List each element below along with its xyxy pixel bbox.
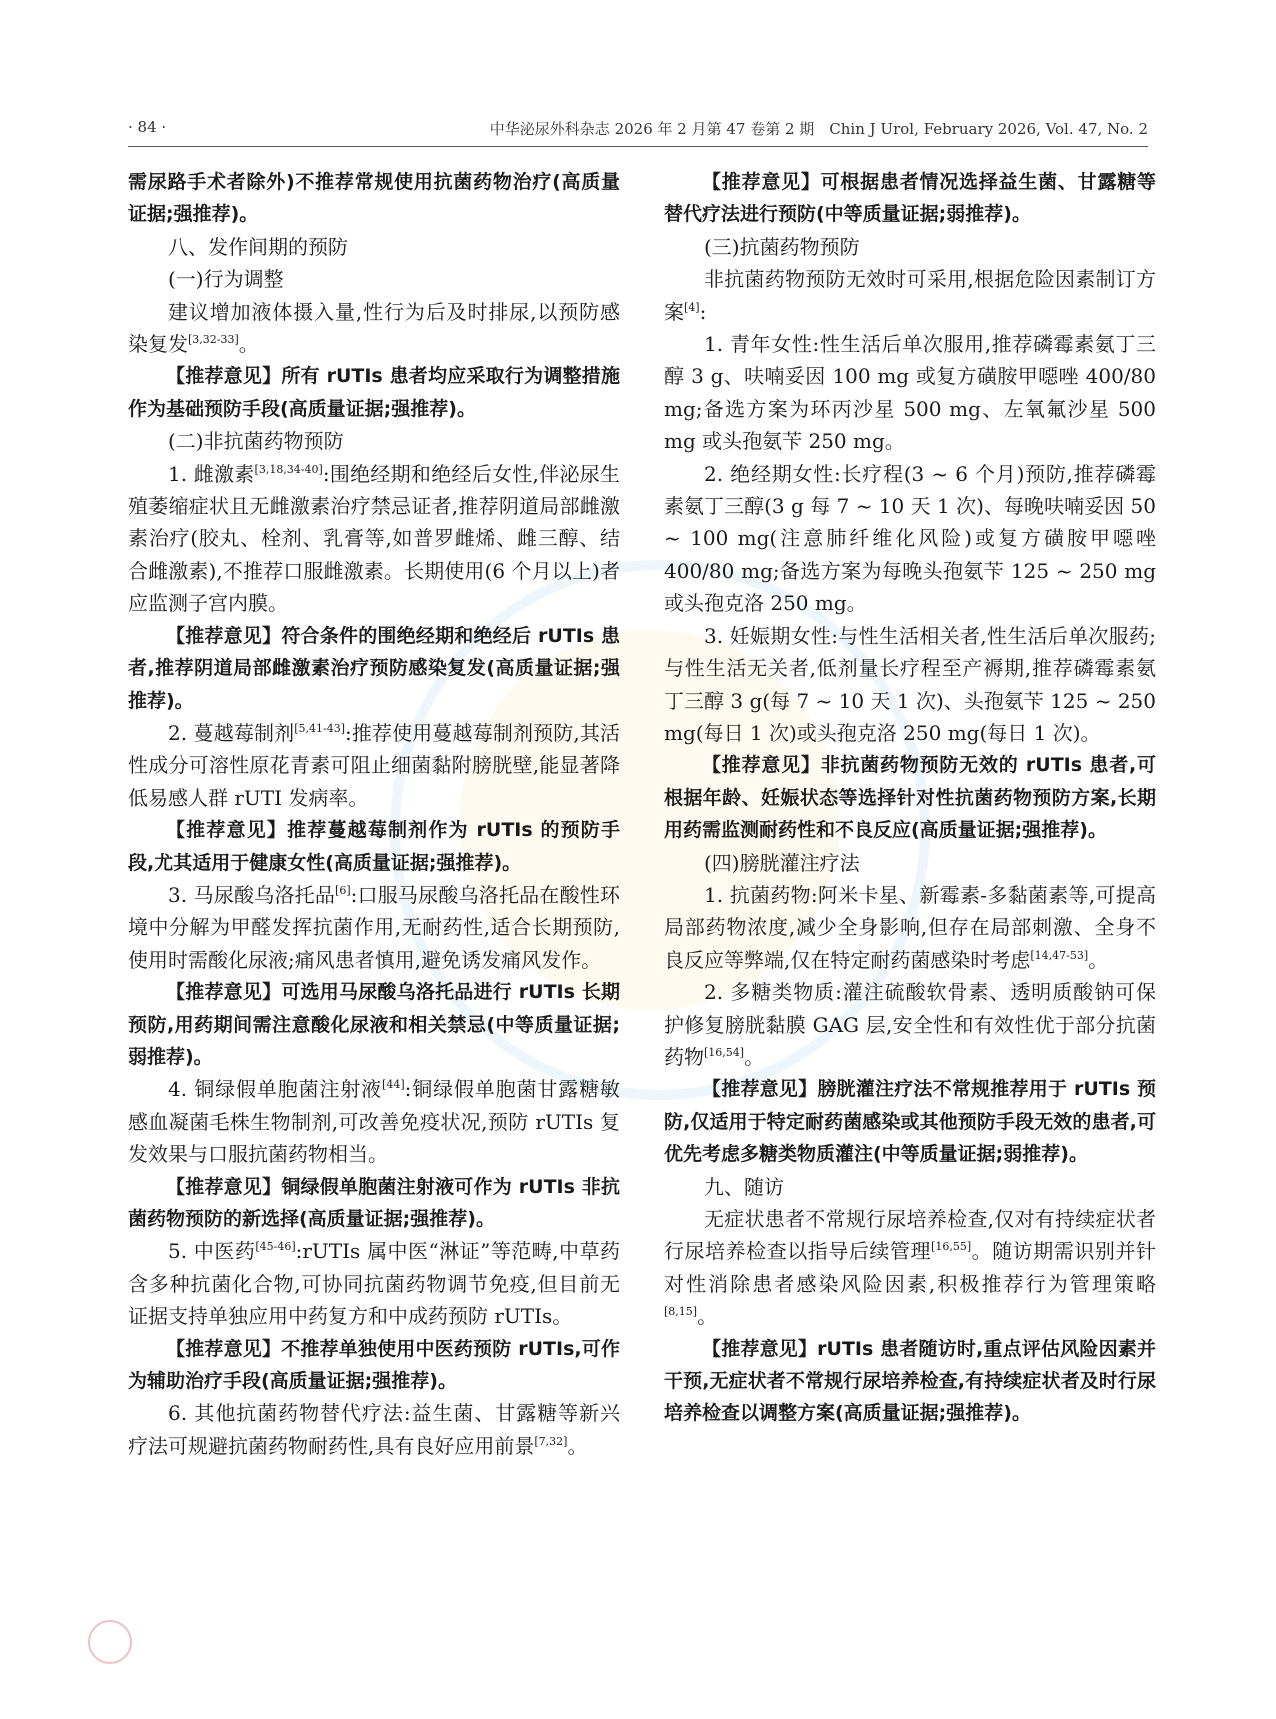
body-paragraph <box>128 717 620 814</box>
body-paragraph <box>128 879 620 976</box>
paragraph-text: (四)膀胱灌注疗法 <box>704 850 860 875</box>
recommendation-paragraph <box>128 814 620 879</box>
recommendation-paragraph <box>128 976 620 1073</box>
citation-ref: [16,54] <box>704 1045 745 1059</box>
citation-ref: [16,55] <box>931 1240 972 1254</box>
paragraph-text: 。 <box>697 1304 718 1329</box>
recommendation-paragraph <box>128 360 620 425</box>
citation-ref: [44] <box>382 1078 405 1092</box>
paragraph-text: 无症状患者不常规行尿培养检查,仅对有持续症状者行尿培养检查以指导后续管理 <box>664 1207 1156 1264</box>
paragraph-text: :口服马尿酸乌洛托品在酸性环境中分解为甲醛发挥抗菌作用,无耐药性,适合长期预防,使用时需酸化尿液;痛风患者慎用,避免诱发痛风发作。 <box>128 882 620 972</box>
paragraph-text: 【推荐意见】rUTIs 患者随访时,重点评估风险因素并干预,无症状者不常规行尿培养检查,有持续症状者及时行尿培养检查以调整方案(高质量证据;强推荐)。 <box>664 1337 1156 1425</box>
paragraph-text: 【推荐意见】可选用马尿酸乌洛托品进行 rUTIs 长期预防,用药期间需注意酸化尿液和相关禁忌(中等质量证据;弱推荐)。 <box>128 981 620 1068</box>
recommendation-paragraph <box>128 1333 620 1398</box>
paragraph-text: 2. 绝经期女性:长疗程(3 ~ 6 个月)预防,推荐磷霉素氨丁三醇(3 g 每 7 ~ 10 天 1 次)、每晚呋喃妥因 50 ~ 100 mg(注意肺纤维化风险)或复方磺胺甲噁唑 400/80 mg;备选方案为每晚头孢氨苄 125 ~ 250 mg 或头孢克洛 250 mg。 <box>664 461 1156 616</box>
paragraph-text: :推荐使用蔓越莓制剂预防,其活性成分可溶性原花青素可阻止细菌黏附膀胱壁,能显著降低易感人群 rUTI 发病率。 <box>128 720 620 810</box>
recommendation-paragraph <box>128 620 620 717</box>
body-paragraph <box>128 1397 620 1462</box>
body-paragraph <box>128 296 620 361</box>
body-paragraph <box>128 425 620 457</box>
recommendation-paragraph <box>128 1171 620 1236</box>
body-paragraph <box>128 263 620 295</box>
body-paragraph <box>664 620 1156 750</box>
body-paragraph <box>664 1171 1156 1203</box>
paragraph-text: 3. 马尿酸乌洛托品 <box>168 882 336 907</box>
paragraph-text: 九、随访 <box>704 1174 784 1199</box>
paragraph-text: 4. 铜绿假单胞菌注射液 <box>168 1077 383 1102</box>
paragraph-text: 1. 青年女性:性生活后单次服用,推荐磷霉素氨丁三醇 3 g、呋喃妥因 100 mg 或复方磺胺甲噁唑 400/80 mg;备选方案为环丙沙星 500 mg、左氧氟沙星 500 mg 或头孢氨苄 250 mg。 <box>664 332 1156 454</box>
paragraph-text: :围绝经期和绝经后女性,伴泌尿生殖萎缩症状且无雌激素治疗禁忌证者,推荐阴道局部雌激素治疗(胶丸、栓剂、乳膏等,如普罗雌烯、雌三醇、结合雌激素),不推荐口服雌激素。长期使用(6 个月以上)者应监测子宫内膜。 <box>128 461 620 616</box>
body-paragraph <box>128 1073 620 1170</box>
body-paragraph <box>664 879 1156 976</box>
paragraph-text: 。 <box>567 1433 588 1458</box>
body-paragraph <box>128 231 620 263</box>
recommendation-paragraph <box>664 1073 1156 1170</box>
body-paragraph <box>664 231 1156 263</box>
paragraph-text: (三)抗菌药物预防 <box>704 234 860 259</box>
recommendation-paragraph <box>664 166 1156 231</box>
paragraph-text: 2. 多糖类物质:灌注硫酸软骨素、透明质酸钠可保护修复膀胱黏膜 GAG 层,安全性和有效性优于部分抗菌药物 <box>664 980 1156 1069</box>
header-rule <box>128 146 1148 147</box>
citation-ref: [8,15] <box>664 1305 698 1319</box>
paragraph-text: 【推荐意见】符合条件的围绝经期和绝经后 rUTIs 患者,推荐阴道局部雌激素治疗预防感染复发(高质量证据;强推荐)。 <box>128 624 620 712</box>
paragraph-text: 。随访期需识别并针对性消除患者感染风险因素,积极推荐行为管理策略 <box>664 1239 1157 1296</box>
paragraph-text: :rUTIs 属中医“淋证”等范畴,中草药含多种抗菌化合物,可协同抗菌药物调节免疫,但目前无证据支持单独应用中药复方和中成药预防 rUTIs。 <box>128 1239 620 1329</box>
left-column <box>128 166 620 1462</box>
paragraph-text: 【推荐意见】不推荐单独使用中医药预防 rUTIs,可作为辅助治疗手段(高质量证据;强推荐)。 <box>128 1337 620 1393</box>
paragraph-text: 【推荐意见】所有 rUTIs 患者均应采取行为调整措施作为基础预防手段(高质量证据;强推荐)。 <box>128 365 620 420</box>
recommendation-paragraph <box>664 749 1156 846</box>
paragraph-text: 1. 雌激素 <box>168 461 255 486</box>
right-column <box>664 166 1156 1430</box>
paragraph-text: 6. 其他抗菌药物替代疗法:益生菌、甘露糖等新兴疗法可规避抗菌药物耐药性,具有良好应用前景 <box>128 1401 620 1458</box>
publisher-logo <box>88 1620 132 1664</box>
paragraph-text: (一)行为调整 <box>168 267 284 292</box>
recommendation-paragraph <box>128 166 620 231</box>
citation-ref: [45-46] <box>255 1240 296 1254</box>
citation-ref: [14,47-53] <box>1030 948 1089 962</box>
paragraph-text: 需尿路手术者除外)不推荐常规使用抗菌药物治疗(高质量证据;强推荐)。 <box>128 171 620 226</box>
citation-ref: [4] <box>684 300 700 314</box>
citation-ref: [7,32] <box>534 1434 568 1448</box>
body-paragraph <box>128 1235 620 1332</box>
body-paragraph <box>664 847 1156 879</box>
paragraph-text: 【推荐意见】非抗菌药物预防无效的 rUTIs 患者,可根据年龄、妊娠状态等选择针对性抗菌药物预防方案,长期用药需监测耐药性和不良反应(高质量证据;强推荐)。 <box>664 754 1156 842</box>
paragraph-text: 。 <box>744 1044 765 1069</box>
body-paragraph <box>664 976 1156 1073</box>
citation-ref: [6] <box>335 883 351 897</box>
body-paragraph <box>664 458 1156 620</box>
paragraph-text: : <box>699 299 707 324</box>
paragraph-text: 八、发作间期的预防 <box>168 234 348 259</box>
paragraph-text: :铜绿假单胞菌甘露糖敏感血凝菌毛株生物制剂,可改善免疫状况,预防 rUTIs 复发效果与口服抗菌药物相当。 <box>128 1077 620 1167</box>
paragraph-text: 【推荐意见】可根据患者情况选择益生菌、甘露糖等替代疗法进行预防(中等质量证据;弱推荐)。 <box>664 171 1156 226</box>
running-header <box>128 118 1148 144</box>
paragraph-text: 。 <box>238 332 259 357</box>
body-paragraph <box>664 1203 1156 1333</box>
paragraph-text: (二)非抗菌药物预防 <box>168 429 344 454</box>
paragraph-text: 非抗菌药物预防无效时可采用,根据危险因素制订方案 <box>664 267 1156 324</box>
paragraph-text: 。 <box>1088 947 1109 972</box>
citation-ref: [3,18,34-40] <box>254 462 323 476</box>
paragraph-text: 1. 抗菌药物:阿米卡星、新霉素-多黏菌素等,可提高局部药物浓度,减少全身影响,但存在局部刺激、全身不良反应等弊端,仅在特定耐药菌感染时考虑 <box>664 882 1156 972</box>
paragraph-text: 2. 蔓越莓制剂 <box>168 720 295 745</box>
paragraph-text: 5. 中医药 <box>168 1239 256 1264</box>
paragraph-text: 【推荐意见】膀胱灌注疗法不常规推荐用于 rUTIs 预防,仅适用于特定耐药菌感染或其他预防手段无效的患者,可优先考虑多糖类物质灌注(中等质量证据;弱推荐)。 <box>664 1078 1156 1166</box>
body-paragraph <box>128 458 620 620</box>
body-paragraph <box>664 263 1156 328</box>
citation-ref: [5,41-43] <box>294 721 346 735</box>
paragraph-text: 【推荐意见】推荐蔓越莓制剂作为 rUTIs 的预防手段,尤其适用于健康女性(高质量证据;强推荐)。 <box>128 819 620 874</box>
body-paragraph <box>664 328 1156 458</box>
page-number: · 84 · <box>128 118 167 136</box>
paragraph-text: 【推荐意见】铜绿假单胞菌注射液可作为 rUTIs 非抗菌药物预防的新选择(高质量证据;强推荐)。 <box>128 1175 620 1230</box>
journal-citation: 中华泌尿外科杂志 2026 年 2 月第 47 卷第 2 期 Chin J Urol, February 2026, Vol. 47, No. 2 <box>489 120 1148 138</box>
paragraph-text: 建议增加液体摄入量,性行为后及时排尿,以预防感染复发 <box>128 299 620 357</box>
citation-ref: [3,32-33] <box>188 333 239 347</box>
paragraph-text: 3. 妊娠期女性:与性生活相关者,性生活后单次服药;与性生活无关者,低剂量长疗程至产褥期,推荐磷霉素氨丁三醇 3 g(每 7 ~ 10 天 1 次)、头孢氨苄 125 ~ 250 mg(每日 1 次)或头孢克洛 250 mg(每日 1 次)。 <box>664 623 1156 745</box>
recommendation-paragraph <box>664 1333 1156 1430</box>
